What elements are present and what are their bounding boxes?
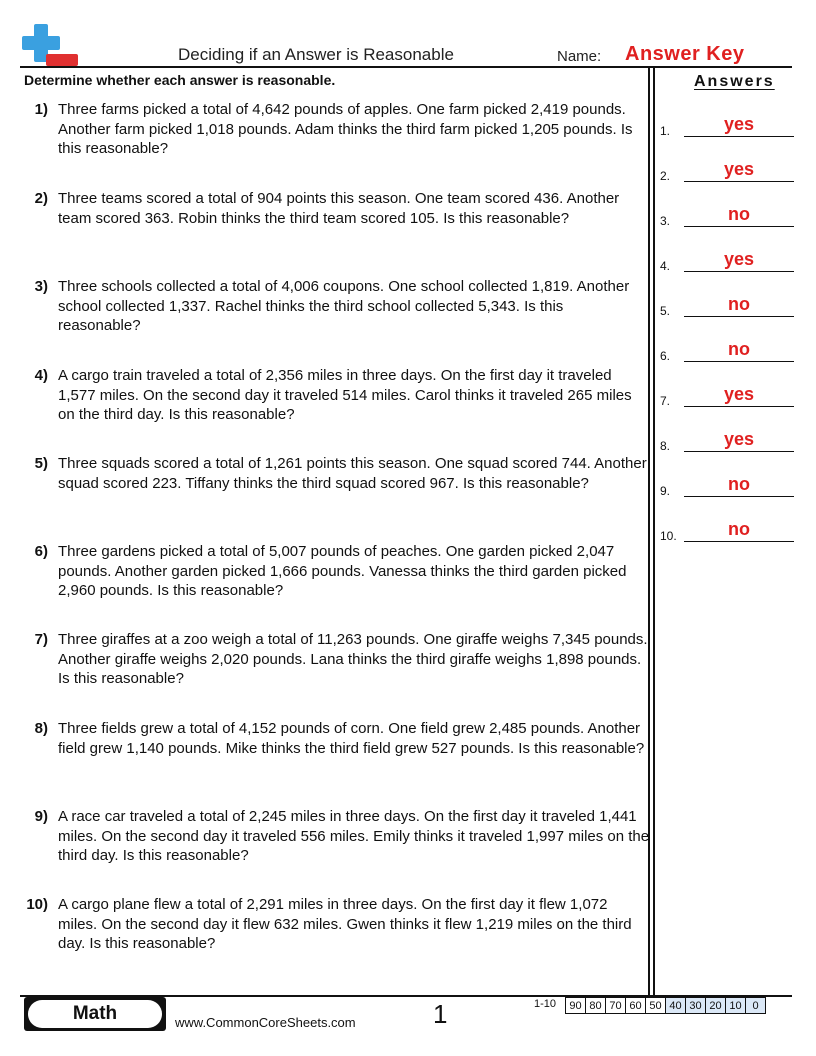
score-cell: 40 (666, 998, 686, 1014)
question-text: Three squads scored a total of 1,261 points this season. One squad scored 744. Another squad scored 223. Tiffany thinks the third squad scored 967. Is this reasonable? (58, 455, 647, 492)
answer-line (684, 316, 794, 317)
answer-number: 3. (660, 214, 671, 228)
question-text: Three fields grew a total of 4,152 pounds of corn. One field grew 2,485 pounds. Another field grew 1,140 pounds. Mike thinks the third field grew 527 pounds. Is this reasonable? (58, 720, 645, 757)
question-number: 8) (34, 720, 48, 737)
answer-row (660, 204, 794, 230)
answer-value: yes (723, 249, 755, 269)
score-cell: 30 (686, 998, 706, 1014)
answer-value: no (728, 474, 750, 494)
answer-value: yes (723, 429, 755, 449)
question-number: 4) (34, 367, 48, 384)
score-cell: 80 (586, 998, 606, 1014)
question-number: 2) (34, 190, 48, 207)
answer-row (660, 159, 794, 185)
question-text: Three schools collected a total of 4,006 coupons. One school collected 1,819. Another school collected 1,337. Rachel thinks the third school collected 5,343. Is this reasonable? (58, 278, 630, 334)
subject-label: Math (28, 1000, 162, 1028)
subject-badge (24, 997, 166, 1031)
answer-value: no (728, 204, 750, 224)
question-text: A cargo train traveled a total of 2,356 miles in three days. On the first day it traveled 1,577 miles. On the second day it traveled 514 miles. Carol thinks it traveled 265 miles on the third day. Is this reasonable? (58, 367, 632, 423)
score-table (565, 997, 766, 1014)
answers-header: Answers (694, 73, 775, 90)
score-range-label: 1-10 (534, 998, 557, 1010)
question-text: A cargo plane flew a total of 2,291 miles in three days. On the first day it flew 1,072 miles. On the second day it flew 632 miles. Gwen thinks it flew 1,219 miles on the third day. Is this reasonable? (58, 896, 632, 952)
question-number: 3) (34, 278, 48, 295)
score-cell: 20 (706, 998, 726, 1014)
page-number: 1 (433, 999, 448, 1029)
score-cell: 10 (726, 998, 746, 1014)
answer-line (684, 136, 794, 137)
question-text: Three teams scored a total of 904 points this season. One team scored 436. Another team scored 363. Robin thinks the third team scored 105. Is this reasonable? (58, 190, 620, 227)
answer-number: 1. (660, 124, 671, 138)
answer-row (660, 249, 794, 275)
answer-line (684, 406, 794, 407)
top-divider (20, 66, 792, 68)
answer-row (660, 114, 794, 140)
score-cell: 60 (626, 998, 646, 1014)
score-cell: 90 (566, 998, 586, 1014)
instructions: Determine whether each answer is reasonable. (24, 72, 336, 88)
score-cell: 70 (606, 998, 626, 1014)
answer-line (684, 226, 794, 227)
answer-number: 4. (660, 259, 671, 273)
answer-row (660, 384, 794, 410)
answer-line (684, 541, 794, 542)
answer-line (684, 496, 794, 497)
answer-value: yes (723, 114, 755, 134)
answer-line (684, 181, 794, 182)
question-number: 5) (34, 455, 48, 472)
website-url: www.CommonCoreSheets.com (175, 1015, 356, 1030)
plus-minus-logo-icon (22, 22, 78, 68)
answer-line (684, 361, 794, 362)
answer-value: no (728, 519, 750, 539)
question-number: 6) (34, 543, 48, 560)
score-cell: 0 (746, 998, 766, 1014)
answer-row (660, 429, 794, 455)
answer-row (660, 474, 794, 500)
question-number: 9) (34, 808, 48, 825)
answer-number: 8. (660, 439, 671, 453)
answer-value: yes (723, 159, 755, 179)
answer-line (684, 451, 794, 452)
question-number: 1) (34, 101, 48, 118)
answer-number: 7. (660, 394, 671, 408)
answer-value: no (728, 294, 750, 314)
answer-number: 2. (660, 169, 671, 183)
answer-number: 5. (660, 304, 671, 318)
answer-number: 10. (660, 529, 677, 543)
answer-row (660, 294, 794, 320)
answer-number: 6. (660, 349, 671, 363)
answer-value: no (728, 339, 750, 359)
question-text: Three farms picked a total of 4,642 pounds of apples. One farm picked 2,419 pounds. Another farm picked 1,018 pounds. Adam thinks the third farm picked 1,205 pounds. Is this reasonable? (58, 101, 633, 157)
column-divider (653, 67, 655, 995)
name-label: Name: (557, 48, 602, 65)
answer-number: 9. (660, 484, 671, 498)
answer-value: yes (723, 384, 755, 404)
question-text: A race car traveled a total of 2,245 miles in three days. On the first day it traveled 1,441 miles. On the second day it traveled 556 miles. Emily thinks it traveled 1,997 miles on the third day. Is this reasonable? (58, 808, 650, 864)
answer-key-label: Answer Key (625, 43, 745, 65)
question-number: 10) (26, 896, 48, 913)
question-text: Three gardens picked a total of 5,007 pounds of peaches. One garden picked 2,047 pounds. Another garden picked 1,666 pounds. Vanessa thinks the third garden picked 2,960 pounds. Is this reasonable? (58, 543, 627, 599)
page-title: Deciding if an Answer is Reasonable (178, 45, 454, 64)
answer-row (660, 519, 794, 545)
question-text: Three giraffes at a zoo weigh a total of 11,263 pounds. One giraffe weighs 7,345 pounds. Another giraffe weighs 2,020 pounds. Lana thinks the third giraffe weighs 1,898 pounds. Is this reasonable? (58, 631, 648, 687)
answer-line (684, 271, 794, 272)
answer-row (660, 339, 794, 365)
question-number: 7) (34, 631, 48, 648)
score-cell: 50 (646, 998, 666, 1014)
